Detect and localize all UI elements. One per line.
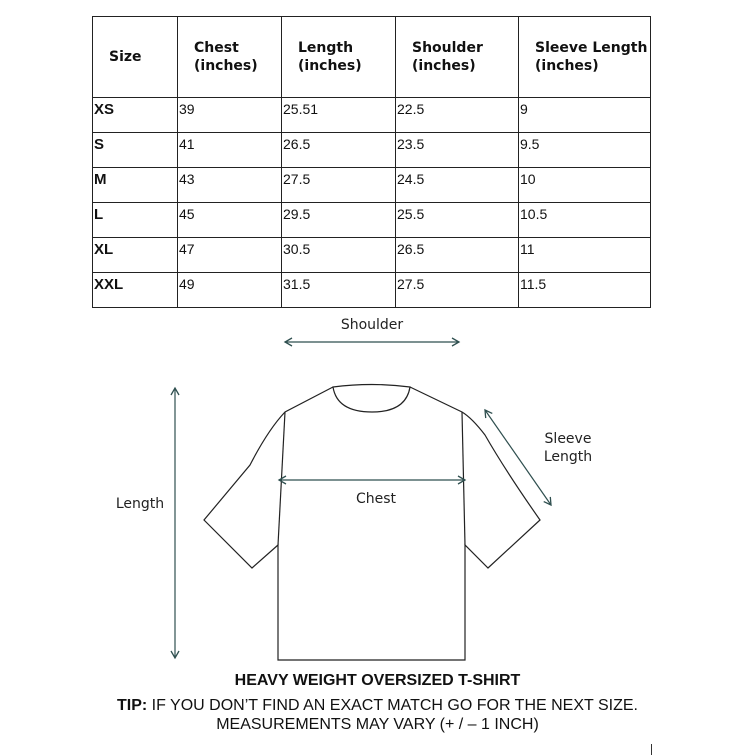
shoulder-label: Shoulder xyxy=(340,317,404,333)
sleeve-length-cell: 10 xyxy=(519,168,651,203)
header-shoulder: Shoulder (inches) xyxy=(396,17,519,98)
tip-label: TIP: xyxy=(117,697,148,714)
chest-label: Chest xyxy=(355,491,397,507)
length-cell: 31.5 xyxy=(282,273,396,308)
tip-line-2: MEASUREMENTS MAY VARY (+ / – 1 INCH) xyxy=(216,716,539,733)
header-chest: Chest (inches) xyxy=(178,17,282,98)
tshirt-collar xyxy=(333,385,410,413)
sleeve-length-arrow xyxy=(485,410,551,505)
tshirt-body xyxy=(204,387,540,660)
shoulder-cell: 23.5 xyxy=(396,133,519,168)
size-cell: S xyxy=(93,133,178,168)
tip-text xyxy=(0,696,755,734)
sleeve-length-label-line2: Length xyxy=(543,449,593,465)
size-cell: XS xyxy=(93,98,178,133)
size-cell: XXL xyxy=(93,273,178,308)
right-sleeve-seam xyxy=(462,412,465,545)
corner-divider xyxy=(651,744,652,755)
size-cell: M xyxy=(93,168,178,203)
tip-line-1: IF YOU DON’T FIND AN EXACT MATCH GO FOR THE NEXT SIZE. xyxy=(147,697,638,714)
sleeve-length-label-line1: Sleeve xyxy=(544,431,592,447)
chest-cell: 45 xyxy=(178,203,282,238)
size-cell: XL xyxy=(93,238,178,273)
chest-cell: 41 xyxy=(178,133,282,168)
sleeve-length-cell: 9.5 xyxy=(519,133,651,168)
shoulder-cell: 24.5 xyxy=(396,168,519,203)
sleeve-length-cell: 11 xyxy=(519,238,651,273)
sleeve-length-cell: 10.5 xyxy=(519,203,651,238)
sleeve-length-cell: 9 xyxy=(519,98,651,133)
tshirt-outline xyxy=(204,385,540,661)
header-size: Size xyxy=(93,17,178,98)
chest-cell: 47 xyxy=(178,238,282,273)
header-sleeve-length: Sleeve Length (inches) xyxy=(519,17,651,98)
header-length: Length (inches) xyxy=(282,17,396,98)
chest-cell: 49 xyxy=(178,273,282,308)
left-sleeve-seam xyxy=(278,412,285,545)
length-cell: 30.5 xyxy=(282,238,396,273)
length-cell: 29.5 xyxy=(282,203,396,238)
sleeve-length-cell: 11.5 xyxy=(519,273,651,308)
product-title: HEAVY WEIGHT OVERSIZED T-SHIRT xyxy=(234,672,521,689)
chest-cell: 43 xyxy=(178,168,282,203)
length-cell: 26.5 xyxy=(282,133,396,168)
shoulder-cell: 22.5 xyxy=(396,98,519,133)
length-label: Length xyxy=(115,496,165,512)
chest-cell: 39 xyxy=(178,98,282,133)
shoulder-cell: 25.5 xyxy=(396,203,519,238)
size-cell: L xyxy=(93,203,178,238)
length-cell: 25.51 xyxy=(282,98,396,133)
shoulder-cell: 26.5 xyxy=(396,238,519,273)
length-cell: 27.5 xyxy=(282,168,396,203)
shoulder-cell: 27.5 xyxy=(396,273,519,308)
